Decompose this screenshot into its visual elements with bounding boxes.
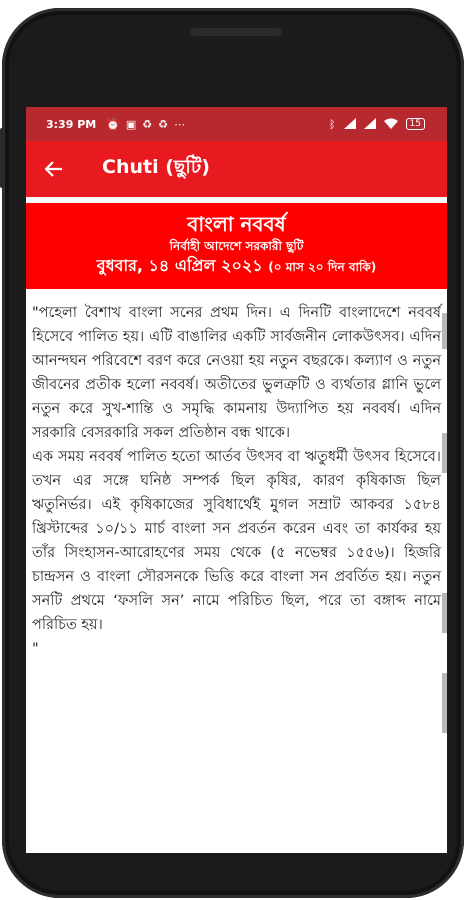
phone-frame bbox=[2, 8, 464, 898]
signal-icon bbox=[364, 118, 376, 131]
closing-quote: " bbox=[32, 641, 39, 657]
sync-icon: ♻ bbox=[142, 117, 153, 131]
arrow-back-icon bbox=[45, 161, 63, 177]
days-remaining: (০ মাস ২০ দিন বাকি) bbox=[268, 260, 377, 274]
alarm-icon: ⏰ bbox=[106, 117, 120, 131]
wifi-icon bbox=[384, 118, 398, 131]
holiday-date-line bbox=[26, 255, 447, 278]
holiday-type: নির্বাহী আদেশে সরকারী ছুটি bbox=[169, 239, 304, 253]
notification-icon: ▣ bbox=[125, 117, 137, 131]
earpiece-speaker bbox=[190, 28, 282, 36]
battery-icon: 15 bbox=[406, 118, 425, 130]
scrollbar-thumb[interactable] bbox=[442, 313, 447, 349]
scrollbar-thumb[interactable] bbox=[442, 433, 447, 473]
phone-screen bbox=[26, 107, 447, 853]
app-bar bbox=[26, 141, 447, 197]
scrollbar-thumb[interactable] bbox=[442, 593, 447, 633]
status-time: 3:39 PM bbox=[46, 117, 97, 131]
sync-icon: ♻ bbox=[158, 117, 169, 131]
signal-icon bbox=[344, 118, 356, 131]
bluetooth-icon: ᛒ bbox=[328, 117, 336, 131]
scrollbar[interactable] bbox=[442, 293, 447, 813]
status-bar bbox=[26, 107, 447, 141]
more-dots-icon: ⋯ bbox=[174, 117, 186, 131]
holiday-date: বুধবার, ১৪ এপ্রিল ২০২১ bbox=[96, 256, 263, 275]
status-left bbox=[46, 118, 329, 131]
side-button bbox=[0, 128, 4, 188]
holiday-banner bbox=[26, 203, 447, 289]
status-right bbox=[329, 118, 425, 131]
description-paragraph: এক সময় নববর্ষ পালিত হতো আর্তব উৎসব বা ঋতুধর্মী উৎসব হিসেবে। তখন এর সঙ্গে ঘনিষ্ঠ সম্পর্ক ছিল কৃষির, কারণ কৃষিকাজ ছিল ঋতুনির্ভর। এই কৃষিকাজের সুবিধার্থেই মুগল সম্রাট আকবর ১৫৮৪ খ্রিস্টাব্দের ১০/১১ মার্চ বাংলা সন প্রবর্তন করেন এবং তা কার্যকর হয় তাঁর সিংহাসন-আরোহণের সময় থেকে (৫ নভেম্বর ১৫৫৬)। হিজরি চান্দ্রসন ও বাংলা সৌরসনকে ভিত্তি করে বাংলা সন প্রবর্তিত হয়। নতুন সনটি প্রথমে ‘ফসলি সন’ নামে পরিচিত ছিল, পরে তা বঙ্গাব্দ নামে পরিচিত হয়। bbox=[32, 449, 441, 633]
holiday-name: বাংলা নববর্ষ bbox=[187, 212, 286, 236]
app-title: Chuti (ছুটি) bbox=[102, 156, 210, 178]
holiday-description bbox=[26, 293, 447, 853]
back-button[interactable] bbox=[26, 141, 82, 197]
description-paragraph: "পহেলা বৈশাখ বাংলা সনের প্রথম দিন। এ দিনটি বাংলাদেশে নববর্ষ হিসেবে পালিত হয়। এটি বাঙালির একটি সার্বজনীন লোকউৎসব। এদিন আনন্দঘন পরিবেশে বরণ করে নেওয়া হয় নতুন বছরকে। কল্যাণ ও নতুন জীবনের প্রতীক হলো নববর্ষ। অতীতের ভুলত্রুটি ও ব্যর্থতার গ্লানি ভুলে নতুন করে সুখ-শান্তি ও সমৃদ্ধি কামনায় উদ্যাপিত হয় নববর্ষ। এদিন সরকারি বেসরকারি সকল প্রতিষ্ঠান বন্ধ থাকে। bbox=[32, 305, 441, 441]
scrollbar-thumb[interactable] bbox=[442, 673, 447, 733]
